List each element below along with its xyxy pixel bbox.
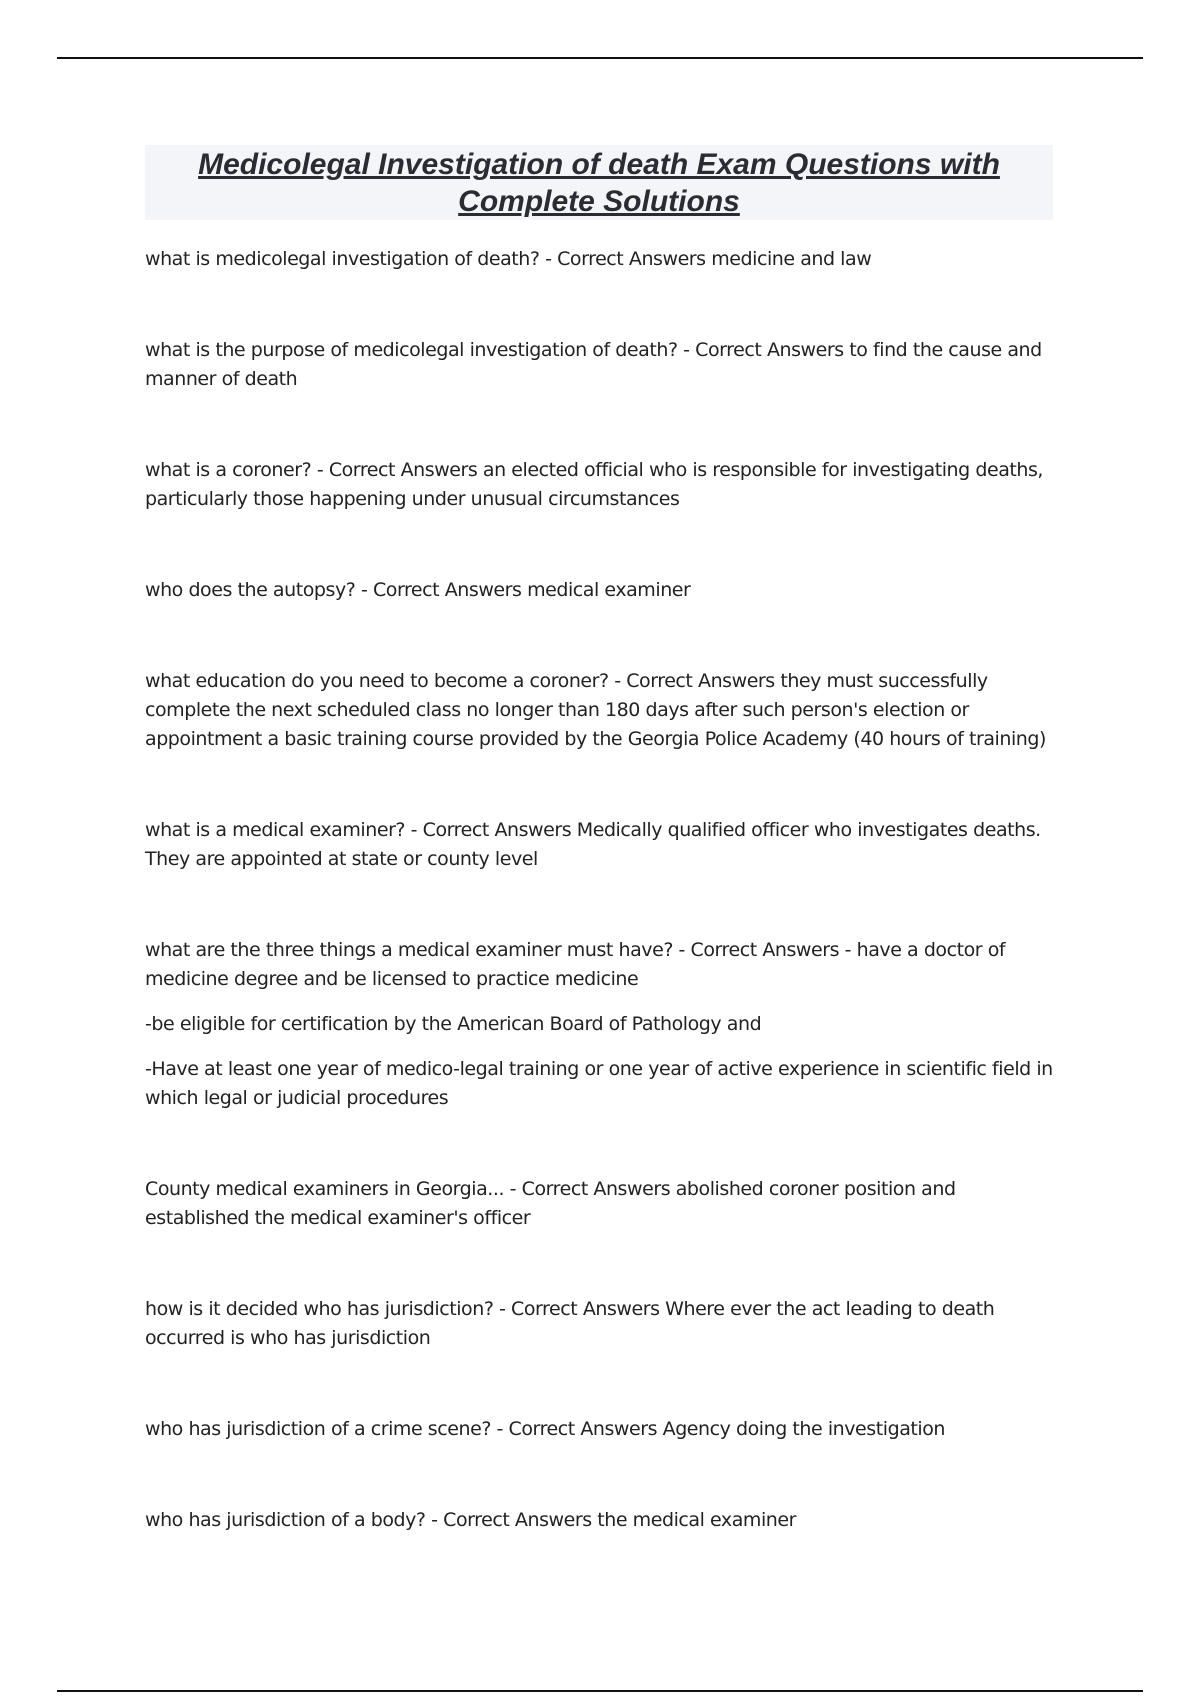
document-title: Medicolegal Investigation of death Exam Questions with Complete Solutions xyxy=(198,148,1000,218)
qa-paragraph: -Have at least one year of medico-legal training or one year of active experience in scientific field in which legal or judicial procedures xyxy=(145,1058,1053,1109)
qa-paragraph: how is it decided who has jurisdiction? - Correct Answers Where ever the act leading to death occurred is who has jurisdiction xyxy=(145,1298,995,1349)
top-rule xyxy=(57,57,1143,59)
qa-paragraph: who has jurisdiction of a body? - Correct Answers the medical examiner xyxy=(145,1509,796,1531)
qa-paragraph: -be eligible for certification by the American Board of Pathology and xyxy=(145,1013,762,1035)
qa-paragraph: who does the autopsy? - Correct Answers medical examiner xyxy=(145,579,691,601)
qa-paragraph: County medical examiners in Georgia... - Correct Answers abolished coroner position and established the medical examiner's officer xyxy=(145,1178,956,1229)
qa-paragraph: what is medicolegal investigation of death? - Correct Answers medicine and law xyxy=(145,248,872,270)
qa-paragraph: what are the three things a medical examiner must have? - Correct Answers - have a doctor of medicine degree and be licensed to practice medicine xyxy=(145,939,1006,990)
qa-paragraph: what is the purpose of medicolegal investigation of death? - Correct Answers to find the cause and manner of death xyxy=(145,339,1042,390)
bottom-rule xyxy=(57,1690,1143,1692)
qa-paragraph: what education do you need to become a coroner? - Correct Answers they must successfully complete the next scheduled class no longer than 180 days after such person's election or appointment a basic training course provided by the Georgia Police Academy (40 hours of training) xyxy=(145,670,1046,750)
qa-paragraph: what is a medical examiner? - Correct Answers Medically qualified officer who investigates deaths. They are appointed at state or county level xyxy=(145,819,1041,870)
qa-paragraph: what is a coroner? - Correct Answers an elected official who is responsible for investigating deaths, particularly those happening under unusual circumstances xyxy=(145,459,1044,510)
title-box xyxy=(145,145,1053,220)
qa-content xyxy=(145,245,1065,1535)
qa-paragraph: who has jurisdiction of a crime scene? - Correct Answers Agency doing the investigation xyxy=(145,1418,945,1440)
